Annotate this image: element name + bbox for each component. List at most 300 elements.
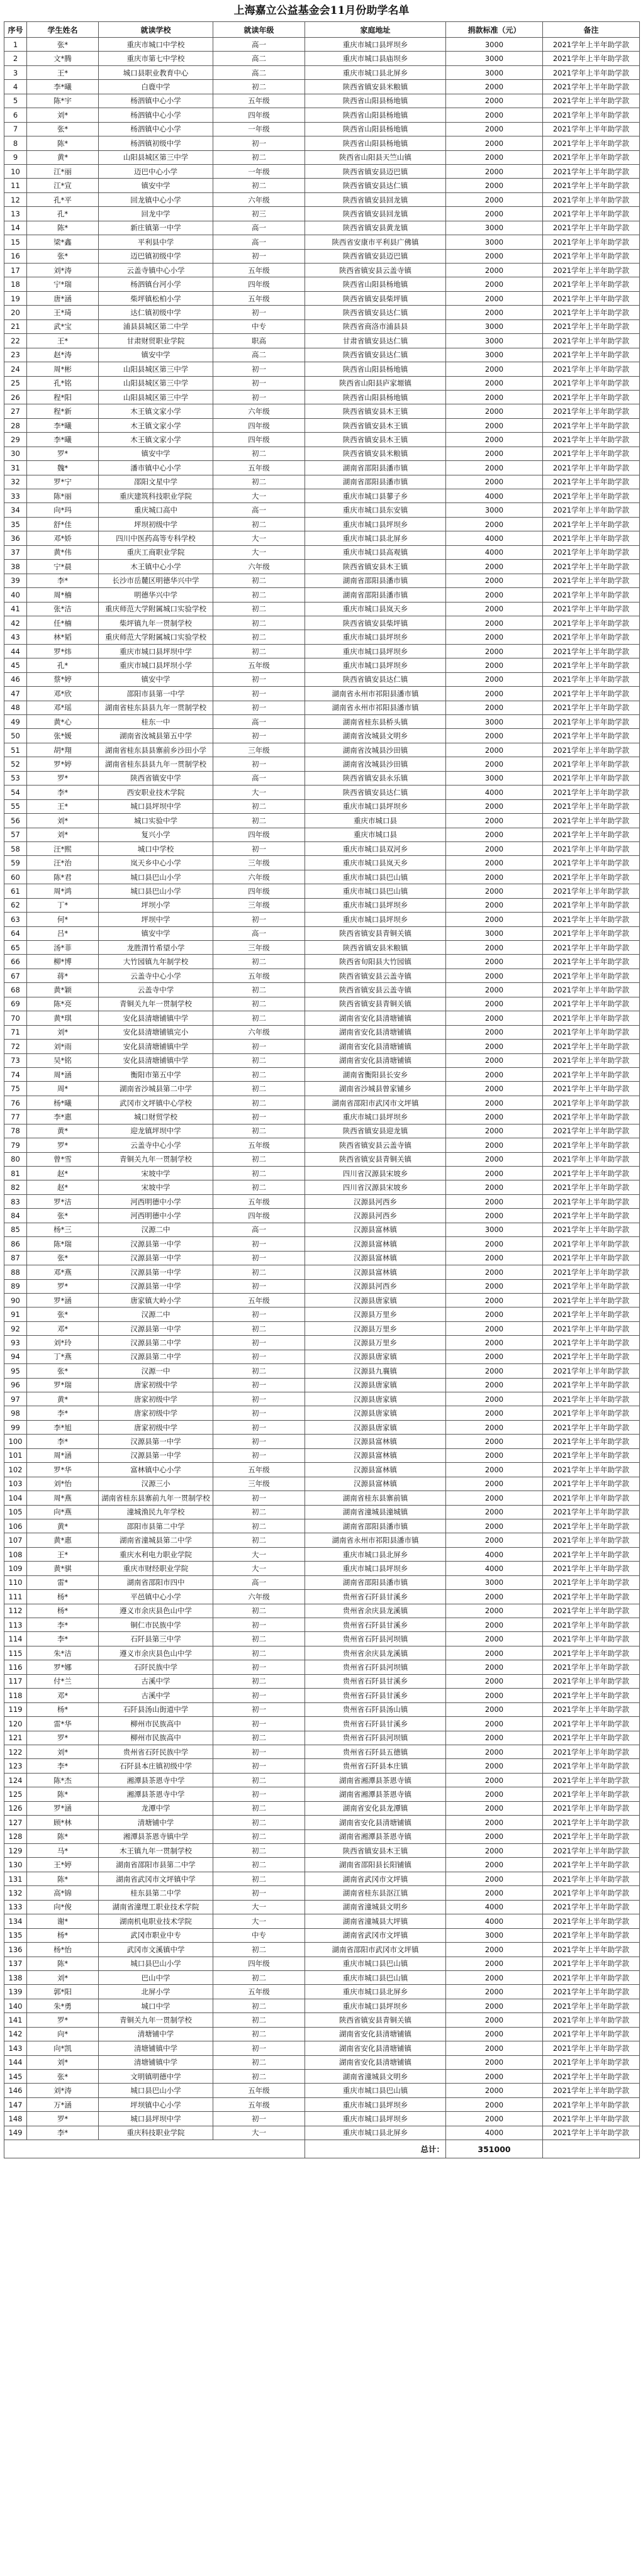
cell-address: 重庆市城口县坪坝乡 bbox=[305, 644, 446, 658]
cell-grade: 五年级 bbox=[213, 1463, 305, 1477]
cell-remark: 2021学年上半年助学款 bbox=[543, 1025, 640, 1039]
cell-index: 67 bbox=[4, 969, 27, 982]
cell-index: 66 bbox=[4, 955, 27, 969]
cell-index: 25 bbox=[4, 376, 27, 390]
cell-grade: 初二 bbox=[213, 616, 305, 630]
cell-address: 湖南省湘潭县茶恩寺镇 bbox=[305, 1829, 446, 1843]
header-remark: 备注 bbox=[543, 22, 640, 38]
cell-student-name: 邓* bbox=[27, 1689, 99, 1702]
cell-address: 汉源县富林镇 bbox=[305, 1435, 446, 1448]
cell-student-name: 孔* bbox=[27, 658, 99, 672]
cell-remark: 2021学年上半年助学款 bbox=[543, 1209, 640, 1223]
cell-grade: 初二 bbox=[213, 799, 305, 813]
cell-student-name: 李* bbox=[27, 2126, 99, 2140]
cell-index: 58 bbox=[4, 841, 27, 855]
cell-grade: 初二 bbox=[213, 955, 305, 969]
cell-school: 武冈市文溪镇中学 bbox=[99, 1943, 213, 1957]
cell-remark: 2021学年上半年助学款 bbox=[543, 1082, 640, 1096]
table-row bbox=[4, 2055, 640, 2069]
cell-amount: 2000 bbox=[446, 814, 543, 828]
cell-school: 木王镇文家小学 bbox=[99, 404, 213, 418]
cell-remark: 2021学年上半年助学款 bbox=[543, 926, 640, 940]
cell-grade: 高一 bbox=[213, 926, 305, 940]
cell-school: 城口财贸学校 bbox=[99, 1110, 213, 1124]
cell-remark: 2021学年上半年助学款 bbox=[543, 207, 640, 221]
cell-student-name: 刘* bbox=[27, 828, 99, 841]
cell-amount: 2000 bbox=[446, 249, 543, 263]
cell-grade: 初一 bbox=[213, 1350, 305, 1363]
cell-student-name: 魏* bbox=[27, 461, 99, 475]
cell-remark: 2021学年上半年助学款 bbox=[543, 249, 640, 263]
cell-address: 重庆市城口县岚天乡 bbox=[305, 602, 446, 616]
table-row bbox=[4, 1152, 640, 1166]
cell-index: 139 bbox=[4, 1985, 27, 1999]
table-row bbox=[4, 2084, 640, 2097]
cell-address: 贵州省石阡县甘溪乡 bbox=[305, 1618, 446, 1632]
cell-school: 回龙中学 bbox=[99, 207, 213, 221]
cell-school: 青铜关九年一贯制学校 bbox=[99, 2013, 213, 2027]
cell-student-name: 杨* bbox=[27, 1604, 99, 1618]
table-row bbox=[4, 545, 640, 559]
cell-remark: 2021学年上半年助学款 bbox=[543, 2084, 640, 2097]
cell-student-name: 杨*怡 bbox=[27, 1943, 99, 1957]
cell-index: 21 bbox=[4, 319, 27, 333]
cell-amount: 2000 bbox=[446, 1420, 543, 1434]
cell-student-name: 向*俊 bbox=[27, 1900, 99, 1914]
cell-grade: 初二 bbox=[213, 1970, 305, 1984]
cell-remark: 2021学年上半年助学款 bbox=[543, 1138, 640, 1152]
cell-student-name: 刘* bbox=[27, 1025, 99, 1039]
cell-address: 陕西省镇安县柴坪镇 bbox=[305, 291, 446, 305]
cell-amount: 2000 bbox=[446, 1519, 543, 1533]
cell-student-name: 黄*骐 bbox=[27, 1562, 99, 1575]
cell-amount: 2000 bbox=[446, 1491, 543, 1505]
cell-index: 112 bbox=[4, 1604, 27, 1618]
cell-address: 陕西省镇安县青铜关镇 bbox=[305, 2013, 446, 2027]
cell-address: 重庆市城口县巴山镇 bbox=[305, 1957, 446, 1970]
cell-amount: 2000 bbox=[446, 306, 543, 319]
table-row bbox=[4, 1731, 640, 1745]
table-row bbox=[4, 1519, 640, 1533]
cell-remark: 2021学年上半年助学款 bbox=[543, 2041, 640, 2055]
cell-student-name: 张* bbox=[27, 1364, 99, 1378]
cell-remark: 2021学年上半年助学款 bbox=[543, 1194, 640, 1208]
cell-remark: 2021学年上半年助学款 bbox=[543, 2055, 640, 2069]
cell-student-name: 邓*瑶 bbox=[27, 701, 99, 714]
cell-address: 陕西省镇安县黄龙镇 bbox=[305, 221, 446, 235]
cell-address: 陕西省镇安县木王镇 bbox=[305, 418, 446, 432]
cell-school: 汉源县第二中学 bbox=[99, 1350, 213, 1363]
cell-address: 汉源县富林镇 bbox=[305, 1463, 446, 1477]
table-row bbox=[4, 1562, 640, 1575]
cell-amount: 4000 bbox=[446, 545, 543, 559]
cell-index: 126 bbox=[4, 1801, 27, 1815]
cell-school: 木王镇九年一贯制学校 bbox=[99, 1844, 213, 1858]
cell-school: 青铜关九年一贯制学校 bbox=[99, 997, 213, 1011]
cell-address: 贵州省石阡县甘溪乡 bbox=[305, 1590, 446, 1604]
table-row bbox=[4, 1491, 640, 1505]
table-row bbox=[4, 1505, 640, 1519]
cell-index: 34 bbox=[4, 503, 27, 517]
total-label: 总计： bbox=[305, 2140, 446, 2158]
cell-school: 邵阳市县第二中学 bbox=[99, 1519, 213, 1533]
cell-index: 43 bbox=[4, 630, 27, 644]
table-row bbox=[4, 52, 640, 65]
cell-address: 重庆市城口县坪坝乡 bbox=[305, 517, 446, 531]
table-row bbox=[4, 1011, 640, 1025]
cell-remark: 2021学年上半年助学款 bbox=[543, 2112, 640, 2126]
cell-remark: 2021学年上半年助学款 bbox=[543, 2097, 640, 2111]
cell-amount: 3000 bbox=[446, 503, 543, 517]
cell-grade: 初一 bbox=[213, 1420, 305, 1434]
cell-amount: 2000 bbox=[446, 602, 543, 616]
table-row bbox=[4, 1223, 640, 1236]
cell-remark: 2021学年上半年助学款 bbox=[543, 1787, 640, 1801]
cell-remark: 2021学年上半年助学款 bbox=[543, 715, 640, 729]
cell-amount: 2000 bbox=[446, 291, 543, 305]
cell-remark: 2021学年上半年助学款 bbox=[543, 856, 640, 870]
cell-school: 柴坪镇九年一贯制学校 bbox=[99, 616, 213, 630]
cell-grade: 五年级 bbox=[213, 1194, 305, 1208]
cell-address: 湖南省沙城县曾家铺乡 bbox=[305, 1082, 446, 1096]
cell-index: 87 bbox=[4, 1251, 27, 1265]
cell-student-name: 陈* bbox=[27, 221, 99, 235]
cell-remark: 2021学年上半年助学款 bbox=[543, 1505, 640, 1519]
table-row bbox=[4, 1660, 640, 1674]
cell-amount: 3000 bbox=[446, 38, 543, 52]
table-row bbox=[4, 1886, 640, 1900]
cell-remark: 2021学年上半年助学款 bbox=[543, 390, 640, 404]
cell-grade: 高一 bbox=[213, 1223, 305, 1236]
cell-amount: 2000 bbox=[446, 1957, 543, 1970]
cell-student-name: 罗*瑞 bbox=[27, 1378, 99, 1392]
cell-grade: 一年级 bbox=[213, 164, 305, 178]
cell-amount: 4000 bbox=[446, 1900, 543, 1914]
cell-amount: 3000 bbox=[446, 1928, 543, 1942]
cell-address: 湖南省邵阳县长阳铺镇 bbox=[305, 1858, 446, 1872]
cell-index: 101 bbox=[4, 1448, 27, 1462]
cell-student-name: 陈*丽 bbox=[27, 489, 99, 503]
table-row bbox=[4, 517, 640, 531]
cell-remark: 2021学年上半年助学款 bbox=[543, 1223, 640, 1236]
cell-student-name: 张*洁 bbox=[27, 602, 99, 616]
table-row bbox=[4, 1307, 640, 1321]
cell-grade: 四年级 bbox=[213, 1957, 305, 1970]
cell-grade: 初二 bbox=[213, 1124, 305, 1138]
cell-remark: 2021学年上半年助学款 bbox=[543, 672, 640, 686]
cell-index: 6 bbox=[4, 108, 27, 122]
cell-address: 重庆市城口县东安镇 bbox=[305, 503, 446, 517]
cell-school: 武冈市文坪镇中心学校 bbox=[99, 1096, 213, 1109]
cell-amount: 2000 bbox=[446, 1872, 543, 1885]
table-row bbox=[4, 1265, 640, 1279]
cell-remark: 2021学年上半年助学款 bbox=[543, 517, 640, 531]
cell-amount: 2000 bbox=[446, 1067, 543, 1081]
cell-remark: 2021学年上半年助学款 bbox=[543, 192, 640, 206]
cell-student-name: 刘*雨 bbox=[27, 1040, 99, 1053]
cell-grade: 初一 bbox=[213, 701, 305, 714]
cell-index: 16 bbox=[4, 249, 27, 263]
cell-index: 60 bbox=[4, 870, 27, 884]
table-row bbox=[4, 1632, 640, 1646]
cell-amount: 2000 bbox=[446, 941, 543, 955]
cell-remark: 2021学年上半年助学款 bbox=[543, 1477, 640, 1491]
table-row bbox=[4, 291, 640, 305]
cell-student-name: 邓* bbox=[27, 1321, 99, 1335]
cell-student-name: 王* bbox=[27, 334, 99, 348]
cell-student-name: 朱*勇 bbox=[27, 1999, 99, 2012]
cell-amount: 2000 bbox=[446, 1378, 543, 1392]
cell-address: 甘肃省镇安县达仁镇 bbox=[305, 334, 446, 348]
cell-student-name: 李*曦 bbox=[27, 80, 99, 94]
cell-grade: 初一 bbox=[213, 1435, 305, 1448]
cell-school: 山阳县城区第三中学 bbox=[99, 362, 213, 376]
cell-grade: 六年级 bbox=[213, 192, 305, 206]
cell-address: 重庆市城口县北屏乡 bbox=[305, 1547, 446, 1561]
cell-index: 129 bbox=[4, 1844, 27, 1858]
cell-amount: 3000 bbox=[446, 65, 543, 79]
cell-grade: 中专 bbox=[213, 319, 305, 333]
cell-school: 城口县巴山小学 bbox=[99, 1957, 213, 1970]
cell-grade: 初一 bbox=[213, 1660, 305, 1674]
table-row bbox=[4, 531, 640, 545]
cell-grade: 四年级 bbox=[213, 277, 305, 291]
cell-remark: 2021学年上半年助学款 bbox=[543, 348, 640, 362]
cell-grade: 四年级 bbox=[213, 828, 305, 841]
cell-amount: 2000 bbox=[446, 2013, 543, 2027]
cell-address: 湖南省邵阳市武冈市文坪镇 bbox=[305, 1943, 446, 1957]
cell-school: 清塘铺镇中学 bbox=[99, 2055, 213, 2069]
cell-remark: 2021学年上半年助学款 bbox=[543, 588, 640, 602]
cell-student-name: 刘*涛 bbox=[27, 264, 99, 277]
cell-student-name: 周*楠 bbox=[27, 588, 99, 602]
cell-remark: 2021学年上半年助学款 bbox=[543, 319, 640, 333]
header-grade: 就读年级 bbox=[213, 22, 305, 38]
table-row bbox=[4, 1914, 640, 1928]
cell-address: 汉源县富林镇 bbox=[305, 1251, 446, 1265]
table-row bbox=[4, 2013, 640, 2027]
cell-school: 重庆市第七中学校 bbox=[99, 52, 213, 65]
cell-amount: 2000 bbox=[446, 1943, 543, 1957]
cell-school: 坪坝中学 bbox=[99, 913, 213, 926]
cell-index: 114 bbox=[4, 1632, 27, 1646]
cell-address: 重庆市城口县北屏乡 bbox=[305, 2126, 446, 2140]
cell-amount: 2000 bbox=[446, 1025, 543, 1039]
cell-grade: 三年级 bbox=[213, 743, 305, 757]
cell-grade: 初一 bbox=[213, 757, 305, 771]
table-row bbox=[4, 1872, 640, 1885]
table-row bbox=[4, 192, 640, 206]
cell-remark: 2021学年上半年助学款 bbox=[543, 1448, 640, 1462]
cell-grade: 初三 bbox=[213, 207, 305, 221]
cell-school: 杨泗镇中心小学 bbox=[99, 94, 213, 108]
cell-student-name: 周*彬 bbox=[27, 362, 99, 376]
cell-grade: 三年级 bbox=[213, 856, 305, 870]
cell-amount: 2000 bbox=[446, 475, 543, 489]
cell-school: 重庆市城口县坪坝小学 bbox=[99, 658, 213, 672]
cell-amount: 2000 bbox=[446, 2041, 543, 2055]
cell-grade: 初一 bbox=[213, 1787, 305, 1801]
cell-index: 121 bbox=[4, 1731, 27, 1745]
cell-school: 迎龙镇坪坝中学 bbox=[99, 1124, 213, 1138]
cell-remark: 2021学年上半年助学款 bbox=[543, 179, 640, 192]
cell-student-name: 杨*三 bbox=[27, 1223, 99, 1236]
cell-school: 复兴小学 bbox=[99, 828, 213, 841]
cell-amount: 2000 bbox=[446, 1180, 543, 1194]
cell-student-name: 陈* bbox=[27, 1957, 99, 1970]
cell-index: 27 bbox=[4, 404, 27, 418]
cell-address: 重庆市城口县坪坝乡 bbox=[305, 2097, 446, 2111]
cell-school: 木王镇中心小学 bbox=[99, 560, 213, 574]
table-row bbox=[4, 757, 640, 771]
cell-amount: 2000 bbox=[446, 1604, 543, 1618]
cell-index: 136 bbox=[4, 1943, 27, 1957]
cell-grade: 初一 bbox=[213, 1279, 305, 1293]
cell-school: 清塘铺镇中学 bbox=[99, 2041, 213, 2055]
cell-address: 重庆市城口县坪坝乡 bbox=[305, 38, 446, 52]
cell-address: 湖南省安化县清塘铺镇 bbox=[305, 1025, 446, 1039]
cell-remark: 2021学年上半年助学款 bbox=[543, 164, 640, 178]
cell-remark: 2021学年上半年助学款 bbox=[543, 2027, 640, 2041]
cell-grade: 初二 bbox=[213, 1816, 305, 1829]
cell-grade: 大一 bbox=[213, 1900, 305, 1914]
table-row bbox=[4, 1999, 640, 2012]
header-amount: 捐款标准（元） bbox=[446, 22, 543, 38]
cell-amount: 2000 bbox=[446, 1152, 543, 1166]
cell-index: 8 bbox=[4, 136, 27, 150]
cell-remark: 2021学年上半年助学款 bbox=[543, 1858, 640, 1872]
table-row bbox=[4, 1759, 640, 1773]
cell-amount: 2000 bbox=[446, 1251, 543, 1265]
cell-address: 汉源县富林镇 bbox=[305, 1448, 446, 1462]
cell-remark: 2021学年上半年助学款 bbox=[543, 644, 640, 658]
cell-student-name: 汪*治 bbox=[27, 856, 99, 870]
cell-school: 北屏小学 bbox=[99, 1985, 213, 1999]
cell-address: 陕西省镇安县木王镇 bbox=[305, 404, 446, 418]
cell-school: 安化县清塘铺镇中学 bbox=[99, 1040, 213, 1053]
cell-index: 134 bbox=[4, 1914, 27, 1928]
cell-index: 119 bbox=[4, 1702, 27, 1716]
cell-remark: 2021学年上半年助学款 bbox=[543, 1053, 640, 1067]
cell-amount: 2000 bbox=[446, 687, 543, 701]
cell-school: 长沙市岳麓区明德华兴中学 bbox=[99, 574, 213, 587]
cell-address: 重庆市城口县高观镇 bbox=[305, 545, 446, 559]
cell-grade: 初二 bbox=[213, 814, 305, 828]
cell-school: 古溪中学 bbox=[99, 1689, 213, 1702]
cell-index: 79 bbox=[4, 1138, 27, 1152]
cell-address: 湖南省邵阳县潘市镇 bbox=[305, 461, 446, 475]
table-row bbox=[4, 898, 640, 912]
cell-index: 48 bbox=[4, 701, 27, 714]
cell-student-name: 罗*洁 bbox=[27, 1194, 99, 1208]
cell-address: 重庆市城口县 bbox=[305, 828, 446, 841]
cell-school: 清塘铺中学 bbox=[99, 2027, 213, 2041]
cell-address: 汉源县富林镇 bbox=[305, 1223, 446, 1236]
cell-remark: 2021学年上半年助学款 bbox=[543, 1124, 640, 1138]
cell-remark: 2021学年上半年助学款 bbox=[543, 1265, 640, 1279]
cell-school: 山阳县城区第三中学 bbox=[99, 150, 213, 164]
cell-school: 汉源县第一中学 bbox=[99, 1435, 213, 1448]
cell-address: 陕西省镇安县米粮镇 bbox=[305, 447, 446, 460]
cell-index: 123 bbox=[4, 1759, 27, 1773]
cell-index: 100 bbox=[4, 1435, 27, 1448]
cell-index: 20 bbox=[4, 306, 27, 319]
cell-student-name: 赵* bbox=[27, 1180, 99, 1194]
cell-grade: 初一 bbox=[213, 1717, 305, 1731]
cell-school: 潘市镇中心小学 bbox=[99, 461, 213, 475]
cell-student-name: 罗*婷 bbox=[27, 757, 99, 771]
table-row bbox=[4, 207, 640, 221]
cell-grade: 高二 bbox=[213, 65, 305, 79]
cell-grade: 初一 bbox=[213, 672, 305, 686]
table-row bbox=[4, 2070, 640, 2084]
cell-index: 4 bbox=[4, 80, 27, 94]
cell-student-name: 王* bbox=[27, 65, 99, 79]
cell-remark: 2021学年上半年助学款 bbox=[543, 1350, 640, 1363]
table-row bbox=[4, 1943, 640, 1957]
cell-grade: 五年级 bbox=[213, 969, 305, 982]
cell-address: 陕西省镇安县达仁镇 bbox=[305, 786, 446, 799]
cell-address: 陕西省镇安县永乐镇 bbox=[305, 771, 446, 785]
cell-index: 125 bbox=[4, 1787, 27, 1801]
cell-grade: 五年级 bbox=[213, 461, 305, 475]
cell-index: 143 bbox=[4, 2041, 27, 2055]
cell-index: 128 bbox=[4, 1829, 27, 1843]
table-row bbox=[4, 390, 640, 404]
cell-school: 城口县巴山小学 bbox=[99, 2084, 213, 2097]
cell-address: 陕西省山阳县杨地镇 bbox=[305, 108, 446, 122]
cell-amount: 2000 bbox=[446, 2084, 543, 2097]
table-row bbox=[4, 1378, 640, 1392]
cell-grade: 初一 bbox=[213, 249, 305, 263]
cell-student-name: 吴*铭 bbox=[27, 1053, 99, 1067]
cell-index: 7 bbox=[4, 122, 27, 136]
cell-student-name: 汪*熙 bbox=[27, 841, 99, 855]
cell-remark: 2021学年上半年助学款 bbox=[543, 771, 640, 785]
cell-amount: 2000 bbox=[446, 1590, 543, 1604]
cell-address: 四川省汉源县宋坡乡 bbox=[305, 1180, 446, 1194]
cell-index: 81 bbox=[4, 1167, 27, 1180]
cell-school: 柳州市民族高中 bbox=[99, 1731, 213, 1745]
cell-grade: 初二 bbox=[213, 1096, 305, 1109]
cell-student-name: 王*婷 bbox=[27, 1858, 99, 1872]
table-row bbox=[4, 2097, 640, 2111]
cell-grade: 初二 bbox=[213, 1152, 305, 1166]
cell-index: 105 bbox=[4, 1505, 27, 1519]
cell-remark: 2021学年上半年助学款 bbox=[543, 729, 640, 743]
cell-index: 89 bbox=[4, 1279, 27, 1293]
cell-student-name: 李*旭 bbox=[27, 1420, 99, 1434]
cell-school: 汉源县第一中学 bbox=[99, 1279, 213, 1293]
cell-grade: 初二 bbox=[213, 80, 305, 94]
cell-amount: 2000 bbox=[446, 207, 543, 221]
cell-grade: 初二 bbox=[213, 447, 305, 460]
cell-school: 贵州省石阡民族中学 bbox=[99, 1745, 213, 1758]
cell-school: 汉源县第一中学 bbox=[99, 1321, 213, 1335]
cell-school: 木王镇文家小学 bbox=[99, 418, 213, 432]
cell-student-name: 马* bbox=[27, 1844, 99, 1858]
cell-remark: 2021学年上半年助学款 bbox=[543, 799, 640, 813]
cell-address: 湖南省安化县清塘铺镇 bbox=[305, 1053, 446, 1067]
cell-student-name: 赵*涛 bbox=[27, 348, 99, 362]
table-row bbox=[4, 1773, 640, 1787]
cell-student-name: 赵* bbox=[27, 1167, 99, 1180]
cell-remark: 2021学年上半年助学款 bbox=[543, 1251, 640, 1265]
cell-school: 宋坡中学 bbox=[99, 1167, 213, 1180]
table-row bbox=[4, 1209, 640, 1223]
cell-grade: 初一 bbox=[213, 841, 305, 855]
cell-amount: 3000 bbox=[446, 221, 543, 235]
